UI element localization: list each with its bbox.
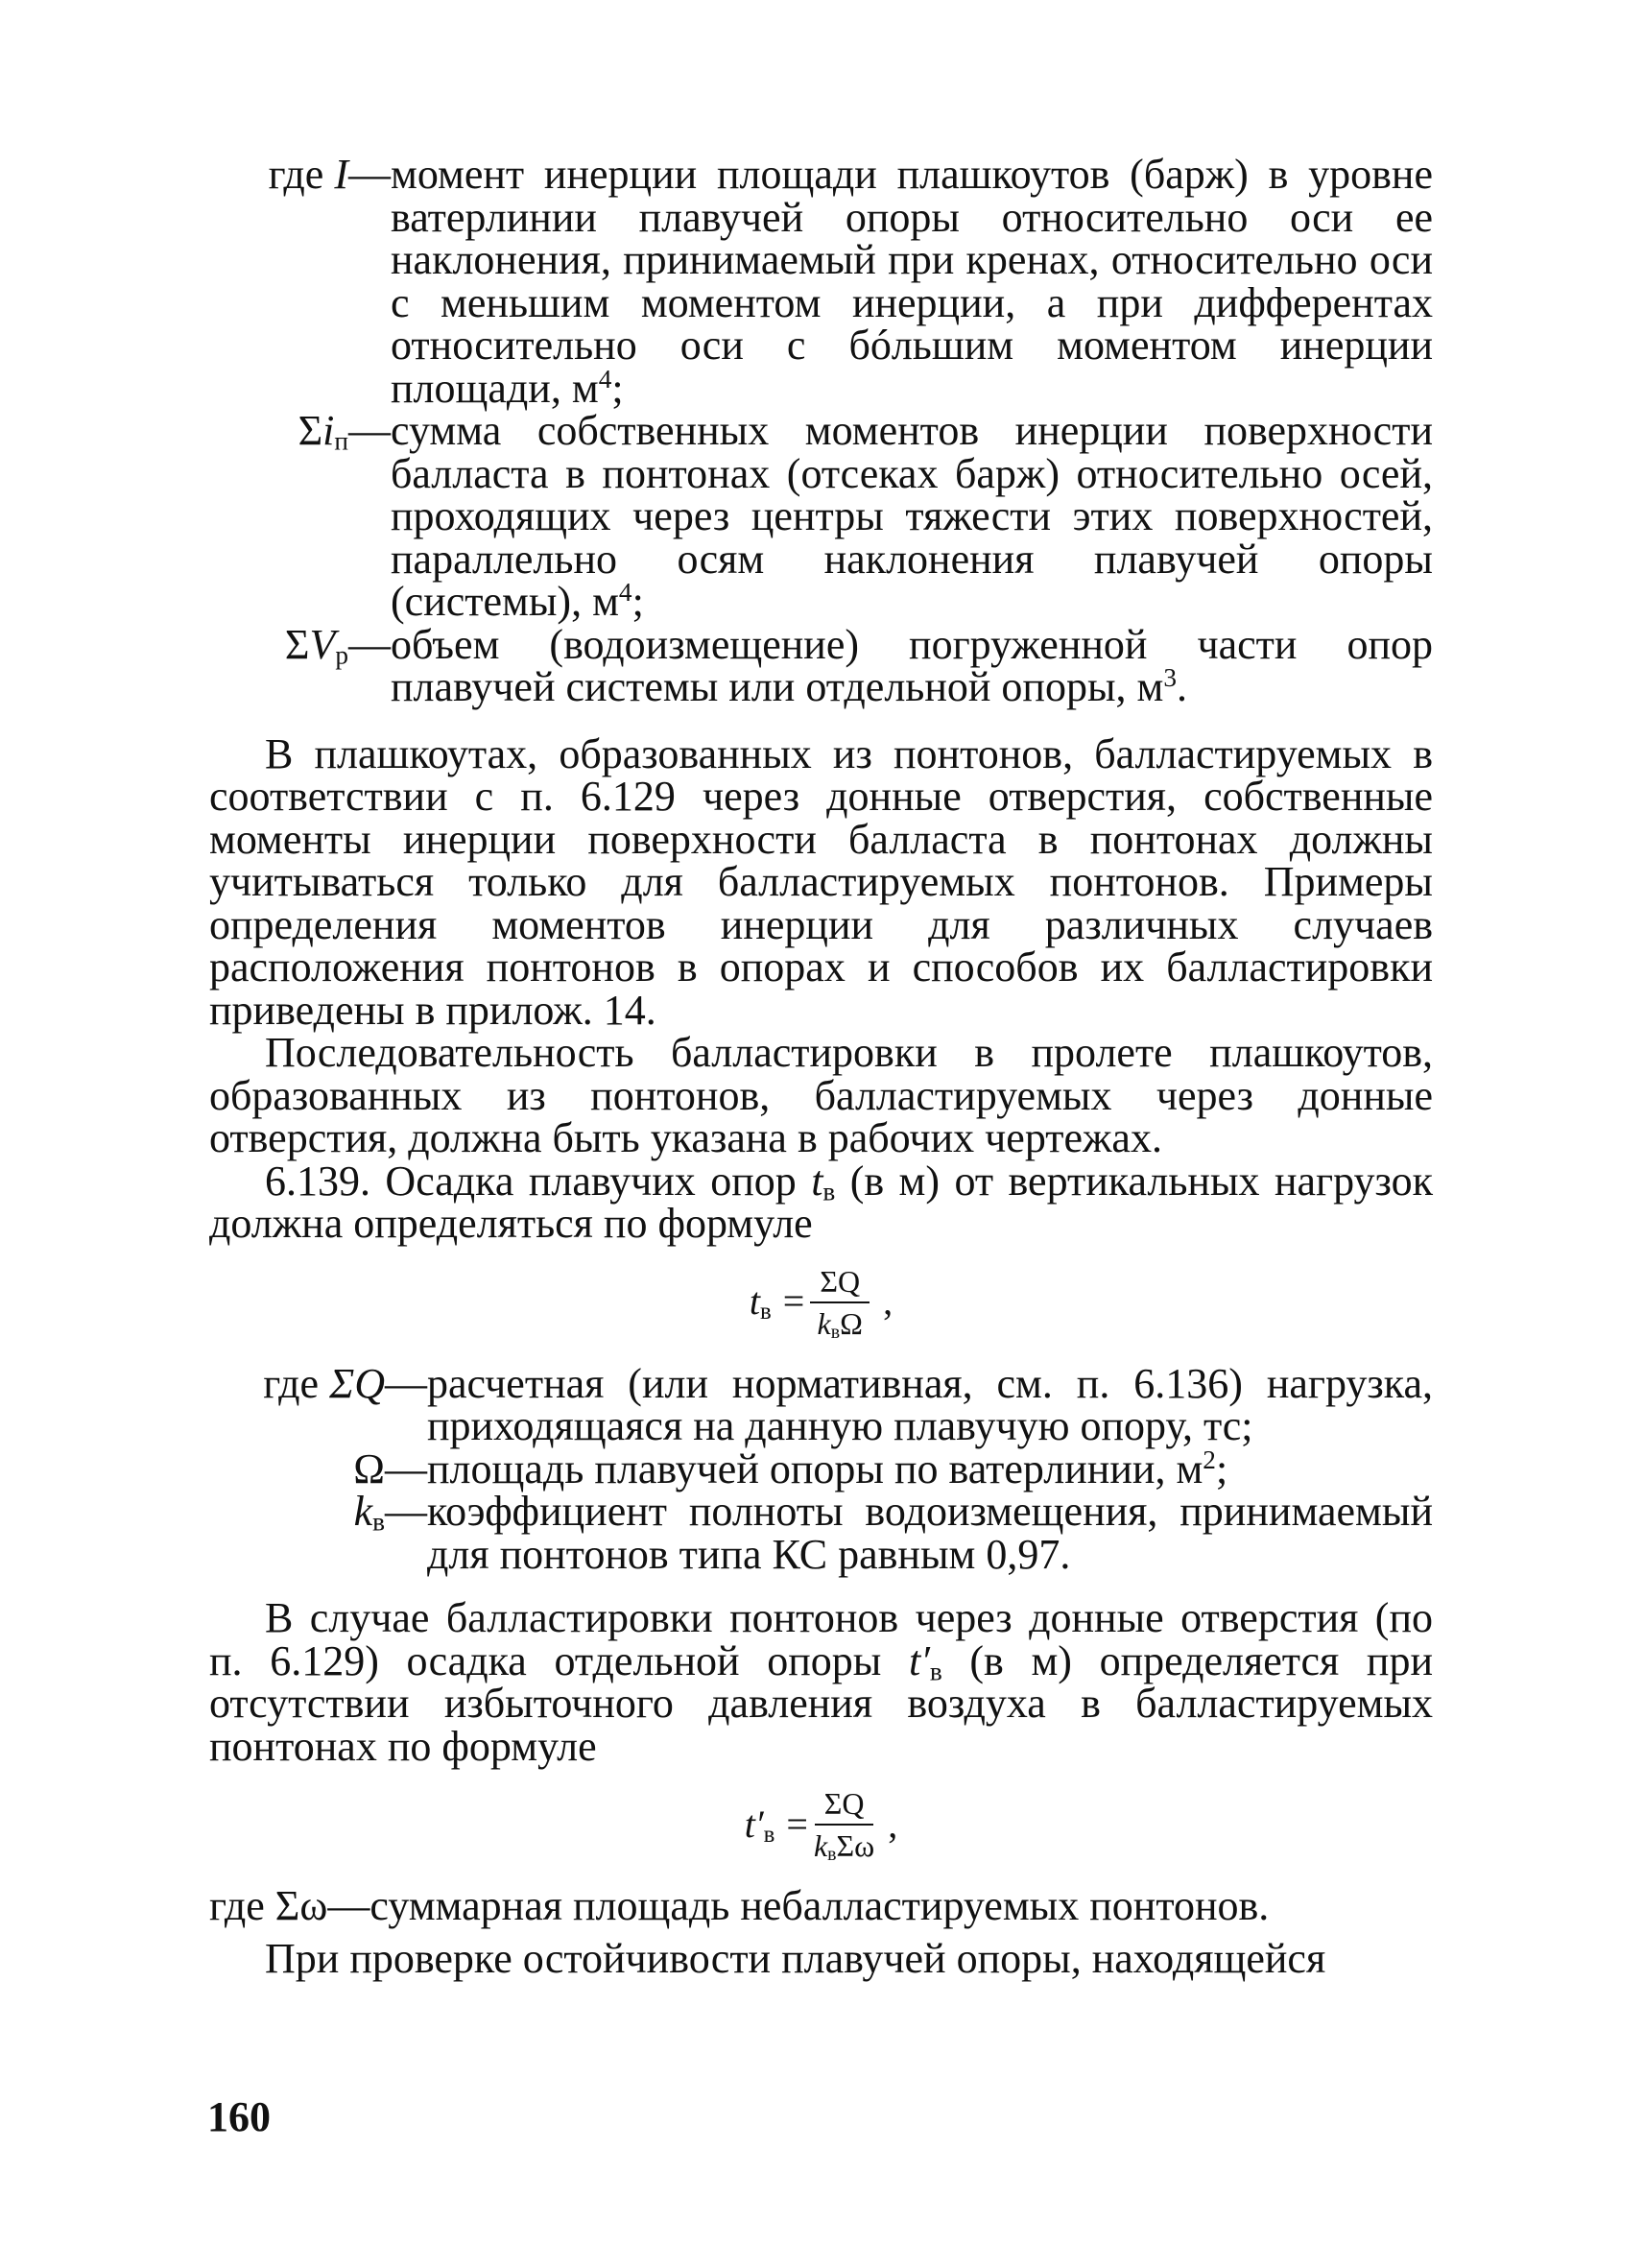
definition-term xyxy=(209,151,348,198)
paragraph-text: В случае балластировки понтонов через донные отверстия (по п. 6.129) осадка отдельной опоры xyxy=(209,1594,1433,1684)
term-subscript: в xyxy=(372,1507,385,1537)
paragraph-ballast-sequence: Последовательность балластировки в пролете плашкоутов, образованных из понтонов, балластируемых через донные отверстия, должна быть указана в рабочих чертежах. xyxy=(209,1029,1433,1161)
definition-tail: ; xyxy=(1215,1444,1228,1492)
paragraph-ballast-pontoons: В плашкоутах, образованных из понтонов, балластируемых в соответствии с п. 6.129 через донные отверстия, собственные моменты инерции поверхности балласта в понтонах должны учитываться только для балластируемых понтонов. Примеры определения моментов инерции для различных случаев расположения понтонов в опорах и способов их балластировки приведены в прилож. 14. xyxy=(209,729,1433,1034)
term-symbol: k xyxy=(353,1488,373,1535)
definition-term xyxy=(209,620,348,669)
definition-body: момент инерции площади плашкоутов (барж) в уровне ватерлинии плавучей опоры относительно оси ее наклонения, принимаемый при кренах, относительно оси с меньшим моментом инерции, а при дифферентах относительно оси с бóльшим моментом инерции площади, м xyxy=(391,151,1433,412)
paragraph-stability-check: При проверке остойчивости плавучей опоры, находящейся xyxy=(265,1934,1326,1982)
formula-comma: , xyxy=(883,1279,893,1324)
equals-sign: = xyxy=(786,1802,808,1846)
term-subscript: п xyxy=(334,426,348,456)
paragraph-text: (в м) от вертикальных нагрузок должна определяться по формуле xyxy=(209,1157,1433,1247)
fraction-denominator xyxy=(814,1826,874,1864)
page-content xyxy=(209,151,1434,1982)
equals-sign: = xyxy=(782,1279,805,1324)
definition-text xyxy=(391,151,1433,412)
variable-symbol: t′ xyxy=(908,1636,930,1684)
definition-text xyxy=(391,620,1433,710)
definition-body: расчетная (или нормативная, см. п. 6.136) нагрузка, приходящаяся на данную плавучую опору, тс; xyxy=(427,1359,1433,1449)
formula-comma: , xyxy=(888,1802,898,1846)
definition-dash: — xyxy=(348,620,391,668)
term-prefix: где xyxy=(209,1882,275,1929)
definitions-block-2 xyxy=(209,1359,1433,1578)
fraction-denominator xyxy=(818,1303,863,1342)
definition-item xyxy=(209,1882,1433,1929)
formula-symbol: Ω xyxy=(840,1305,863,1341)
paragraph-draft-formula-intro xyxy=(209,1157,1433,1247)
variable-subscript: в xyxy=(929,1656,942,1685)
definition-tail: . xyxy=(1177,663,1188,710)
definition-item xyxy=(209,620,1433,710)
definition-item xyxy=(209,151,1433,412)
definition-dash: — xyxy=(348,151,391,198)
formula-fraction xyxy=(810,1263,870,1342)
definition-item xyxy=(209,1488,1433,1578)
definition-term xyxy=(209,1488,385,1537)
definition-body: объем (водоизмещение) погруженной части опор плавучей системы или отдельной опоры, м xyxy=(391,620,1433,710)
term-symbol: I xyxy=(334,151,348,198)
term-prefix: где xyxy=(263,1359,330,1407)
definition-text xyxy=(427,1488,1433,1578)
definition-dash: — xyxy=(385,1488,427,1535)
variable-subscript: в xyxy=(822,1176,836,1206)
term-prefix: где xyxy=(268,151,335,198)
formula-subscript: в xyxy=(827,1843,837,1865)
definitions-block-1 xyxy=(209,151,1433,710)
unit-exponent: 3 xyxy=(1163,663,1178,692)
formula-lhs xyxy=(750,1280,772,1324)
definition-tail: ; xyxy=(631,578,644,625)
term-subscript: р xyxy=(335,639,348,669)
definition-term xyxy=(209,1359,385,1407)
formula-variable: t xyxy=(749,1279,761,1324)
term-prefix: Σ xyxy=(298,407,323,454)
definition-item xyxy=(209,1444,1433,1492)
definition-tail: ; xyxy=(611,364,624,412)
formula-subscript: в xyxy=(760,1299,772,1325)
definition-dash: — xyxy=(385,1444,427,1492)
paragraph-bottom-hole-ballast xyxy=(209,1594,1434,1770)
formula-symbol: Σω xyxy=(836,1828,875,1863)
formula-draft xyxy=(209,1263,1433,1342)
formula-variable: k xyxy=(817,1305,831,1341)
definition-dash: — xyxy=(348,407,391,454)
formula-fraction xyxy=(814,1785,874,1864)
term-symbol: V xyxy=(309,620,336,668)
term-symbol: ΣQ xyxy=(329,1359,385,1407)
definition-term xyxy=(209,1444,385,1492)
paragraph-text: (в м) определяется при отсутствии избыточного давления воздуха в балластируемых понтонах по формуле xyxy=(209,1636,1434,1770)
unit-exponent: 2 xyxy=(1203,1444,1216,1474)
definition-term xyxy=(243,407,348,456)
definition-body: сумма собственных моментов инерции поверхности балласта в понтонах (отсеках барж) относительно осей, проходящих через центры тяжести этих поверхностей, параллельно осям наклонения плавучей опоры (системы), м xyxy=(391,407,1433,625)
term-symbol: Σω xyxy=(274,1882,328,1929)
fraction-numerator: ΣQ xyxy=(815,1785,874,1826)
term-symbol: i xyxy=(322,407,335,454)
formula-variable: k xyxy=(813,1828,828,1863)
definition-text xyxy=(427,1359,1433,1449)
formula-lhs xyxy=(745,1803,775,1847)
definition-term xyxy=(209,1882,328,1929)
unit-exponent: 4 xyxy=(618,578,632,607)
formula-subscript: в xyxy=(830,1321,841,1343)
definition-dash: — xyxy=(385,1359,427,1407)
definition-text xyxy=(391,407,1433,625)
formula-variable: t′ xyxy=(744,1802,764,1846)
definition-item xyxy=(209,407,1433,625)
definition-body: коэффициент полноты водоизмещения, принимаемый для понтонов типа КС равным 0,97. xyxy=(427,1488,1433,1578)
term-symbol: Ω xyxy=(353,1444,385,1492)
page-number: 160 xyxy=(207,2093,271,2140)
definition-text: суммарная площадь небалластируемых понтонов. xyxy=(369,1882,1270,1929)
definition-body: площадь плавучей опоры по ватерлинии, м xyxy=(427,1444,1203,1492)
variable-symbol: t xyxy=(811,1157,823,1205)
definition-item xyxy=(209,1359,1433,1449)
term-prefix: Σ xyxy=(284,620,310,668)
fraction-numerator: ΣQ xyxy=(810,1263,870,1303)
unit-exponent: 4 xyxy=(598,364,612,394)
paragraph-text: 6.139. Осадка плавучих опор xyxy=(265,1157,812,1205)
formula-draft-single-support xyxy=(209,1785,1433,1864)
definition-text xyxy=(427,1444,1433,1492)
definition-dash: — xyxy=(327,1882,370,1929)
formula-subscript: в xyxy=(763,1821,775,1848)
